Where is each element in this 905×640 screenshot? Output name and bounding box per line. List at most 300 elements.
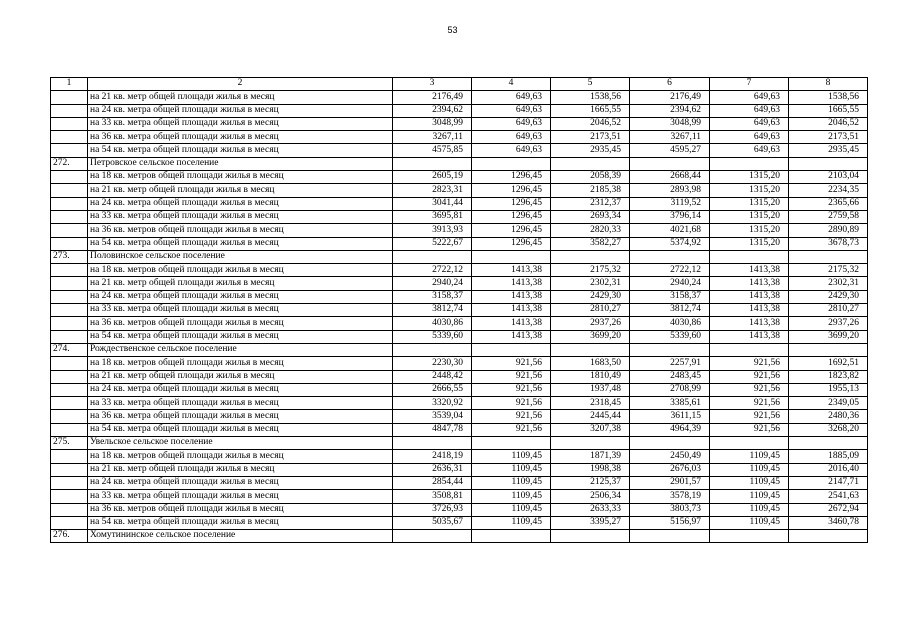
section-row xyxy=(51,530,868,543)
value-cell-col7: 1315,20 xyxy=(710,224,789,237)
value-cell-col6: 3267,11 xyxy=(630,131,710,144)
value-cell-col6: 3578,19 xyxy=(630,490,710,503)
value-cell-col7: 921,56 xyxy=(710,370,789,383)
value-cell-col6: 2708,99 xyxy=(630,383,710,396)
value-cell-col3: 3048,99 xyxy=(393,117,472,130)
settlement-name-cell: Половинское сельское поселение xyxy=(88,250,393,263)
value-cell-col7: 921,56 xyxy=(710,357,789,370)
value-cell-col3: 4847,78 xyxy=(393,423,472,436)
description-cell: на 18 кв. метров общей площади жилья в месяц xyxy=(88,450,393,463)
value-cell-col3: 3041,44 xyxy=(393,197,472,210)
col-header-8: 8 xyxy=(789,78,868,91)
value-cell-col5: 2633,33 xyxy=(551,503,630,516)
value-cell-col3: 2940,24 xyxy=(393,277,472,290)
row-number-cell xyxy=(51,516,88,529)
value-cell-col3 xyxy=(393,437,472,450)
row-number-cell: 274. xyxy=(51,343,88,356)
value-cell-col3: 3320,92 xyxy=(393,397,472,410)
value-cell-col7: 1109,45 xyxy=(710,450,789,463)
value-cell-col6 xyxy=(630,157,710,170)
value-cell-col3: 4575,85 xyxy=(393,144,472,157)
description-cell: на 36 кв. метров общей площади жилья в месяц xyxy=(88,317,393,330)
table-row xyxy=(51,383,868,396)
value-cell-col7: 1109,45 xyxy=(710,516,789,529)
value-cell-col5: 2445,44 xyxy=(551,410,630,423)
row-number-cell xyxy=(51,197,88,210)
value-cell-col7 xyxy=(710,437,789,450)
value-cell-col4: 921,56 xyxy=(472,397,551,410)
value-cell-col4 xyxy=(472,530,551,543)
value-cell-col8: 2890,89 xyxy=(789,224,868,237)
row-number-cell xyxy=(51,370,88,383)
value-cell-col5: 3582,27 xyxy=(551,237,630,250)
value-cell-col8: 2302,31 xyxy=(789,277,868,290)
value-cell-col6: 2176,49 xyxy=(630,91,710,104)
description-cell: на 21 кв. метр общей площади жилья в месяц xyxy=(88,91,393,104)
table-row xyxy=(51,450,868,463)
value-cell-col7: 1109,45 xyxy=(710,503,789,516)
description-cell: на 54 кв. метра общей площади жилья в месяц xyxy=(88,237,393,250)
value-cell-col3: 2823,31 xyxy=(393,184,472,197)
value-cell-col4: 921,56 xyxy=(472,383,551,396)
value-cell-col5: 2935,45 xyxy=(551,144,630,157)
value-cell-col5: 1683,50 xyxy=(551,357,630,370)
value-cell-col4: 921,56 xyxy=(472,410,551,423)
value-cell-col5: 1998,38 xyxy=(551,463,630,476)
description-cell: на 33 кв. метра общей площади жилья в месяц xyxy=(88,490,393,503)
description-cell: на 36 кв. метров общей площади жилья в месяц xyxy=(88,224,393,237)
table-row xyxy=(51,490,868,503)
value-cell-col6: 2676,03 xyxy=(630,463,710,476)
value-cell-col7: 1413,38 xyxy=(710,290,789,303)
col-header-7: 7 xyxy=(710,78,789,91)
table-row xyxy=(51,171,868,184)
value-cell-col7: 1413,38 xyxy=(710,304,789,317)
value-cell-col6: 2257,91 xyxy=(630,357,710,370)
row-number-cell xyxy=(51,104,88,117)
table-row xyxy=(51,117,868,130)
value-cell-col3: 5222,67 xyxy=(393,237,472,250)
value-cell-col6: 4595,27 xyxy=(630,144,710,157)
value-cell-col5: 2810,27 xyxy=(551,304,630,317)
value-cell-col5 xyxy=(551,250,630,263)
value-cell-col6: 2722,12 xyxy=(630,264,710,277)
table-row xyxy=(51,144,868,157)
settlement-name-cell: Рождественское сельское поселение xyxy=(88,343,393,356)
value-cell-col8: 2480,36 xyxy=(789,410,868,423)
value-cell-col8: 3268,20 xyxy=(789,423,868,436)
section-row xyxy=(51,343,868,356)
row-number-cell xyxy=(51,503,88,516)
value-cell-col5 xyxy=(551,343,630,356)
tariff-table xyxy=(50,77,868,543)
value-cell-col8: 1955,13 xyxy=(789,383,868,396)
value-cell-col4: 1296,45 xyxy=(472,237,551,250)
value-cell-col6: 3796,14 xyxy=(630,210,710,223)
value-cell-col3 xyxy=(393,530,472,543)
value-cell-col4: 921,56 xyxy=(472,357,551,370)
value-cell-col4 xyxy=(472,157,551,170)
description-cell: на 24 кв. метра общей площади жилья в месяц xyxy=(88,476,393,489)
value-cell-col4: 1296,45 xyxy=(472,171,551,184)
value-cell-col5: 2429,30 xyxy=(551,290,630,303)
row-number-cell xyxy=(51,463,88,476)
value-cell-col4: 1413,38 xyxy=(472,330,551,343)
value-cell-col3: 2605,19 xyxy=(393,171,472,184)
description-cell: на 18 кв. метров общей площади жилья в месяц xyxy=(88,264,393,277)
value-cell-col7: 649,63 xyxy=(710,104,789,117)
value-cell-col4: 649,63 xyxy=(472,91,551,104)
value-cell-col7: 921,56 xyxy=(710,410,789,423)
value-cell-col3: 2176,49 xyxy=(393,91,472,104)
table-row xyxy=(51,516,868,529)
value-cell-col7: 1315,20 xyxy=(710,184,789,197)
value-cell-col7: 1413,38 xyxy=(710,317,789,330)
value-cell-col6 xyxy=(630,530,710,543)
value-cell-col5: 1937,48 xyxy=(551,383,630,396)
description-cell: на 24 кв. метра общей площади жилья в месяц xyxy=(88,383,393,396)
table-row xyxy=(51,330,868,343)
value-cell-col7: 1413,38 xyxy=(710,264,789,277)
value-cell-col8: 1823,82 xyxy=(789,370,868,383)
header-row xyxy=(51,78,868,91)
description-cell: на 18 кв. метров общей площади жилья в месяц xyxy=(88,171,393,184)
value-cell-col7: 649,63 xyxy=(710,131,789,144)
row-number-cell xyxy=(51,277,88,290)
table-row xyxy=(51,410,868,423)
row-number-cell xyxy=(51,117,88,130)
value-cell-col3: 4030,86 xyxy=(393,317,472,330)
value-cell-col5: 1538,56 xyxy=(551,91,630,104)
value-cell-col8: 2016,40 xyxy=(789,463,868,476)
row-number-cell xyxy=(51,184,88,197)
row-number-cell xyxy=(51,330,88,343)
value-cell-col6: 3048,99 xyxy=(630,117,710,130)
table-row xyxy=(51,370,868,383)
value-cell-col6: 4030,86 xyxy=(630,317,710,330)
value-cell-col8: 2365,66 xyxy=(789,197,868,210)
description-cell: на 21 кв. метр общей площади жилья в месяц xyxy=(88,463,393,476)
value-cell-col4 xyxy=(472,437,551,450)
value-cell-col3 xyxy=(393,250,472,263)
value-cell-col4: 1109,45 xyxy=(472,503,551,516)
col-header-1: 1 xyxy=(51,78,88,91)
description-cell: на 54 кв. метра общей площади жилья в месяц xyxy=(88,423,393,436)
table-row xyxy=(51,91,868,104)
row-number-cell xyxy=(51,224,88,237)
description-cell: на 36 кв. метра общей площади жилья в месяц xyxy=(88,410,393,423)
value-cell-col5 xyxy=(551,437,630,450)
row-number-cell xyxy=(51,144,88,157)
value-cell-col6: 2893,98 xyxy=(630,184,710,197)
value-cell-col6: 3611,15 xyxy=(630,410,710,423)
table-row xyxy=(51,503,868,516)
value-cell-col8: 2175,32 xyxy=(789,264,868,277)
value-cell-col3: 3508,81 xyxy=(393,490,472,503)
table-row xyxy=(51,304,868,317)
row-number-cell xyxy=(51,357,88,370)
value-cell-col4: 1109,45 xyxy=(472,490,551,503)
value-cell-col5: 2318,45 xyxy=(551,397,630,410)
value-cell-col4: 1413,38 xyxy=(472,264,551,277)
value-cell-col7: 921,56 xyxy=(710,423,789,436)
value-cell-col3: 3695,81 xyxy=(393,210,472,223)
row-number-cell xyxy=(51,317,88,330)
table-row xyxy=(51,210,868,223)
row-number-cell xyxy=(51,410,88,423)
value-cell-col7: 1315,20 xyxy=(710,197,789,210)
section-row xyxy=(51,250,868,263)
value-cell-col8: 3678,73 xyxy=(789,237,868,250)
value-cell-col5: 3699,20 xyxy=(551,330,630,343)
value-cell-col7: 649,63 xyxy=(710,91,789,104)
value-cell-col3: 2448,42 xyxy=(393,370,472,383)
row-number-cell xyxy=(51,423,88,436)
value-cell-col3 xyxy=(393,343,472,356)
value-cell-col3: 3158,37 xyxy=(393,290,472,303)
row-number-cell xyxy=(51,171,88,184)
table-row xyxy=(51,317,868,330)
value-cell-col8: 2937,26 xyxy=(789,317,868,330)
section-row xyxy=(51,157,868,170)
row-number-cell: 272. xyxy=(51,157,88,170)
value-cell-col5: 2506,34 xyxy=(551,490,630,503)
value-cell-col8 xyxy=(789,343,868,356)
value-cell-col6 xyxy=(630,437,710,450)
value-cell-col3: 3726,93 xyxy=(393,503,472,516)
table-row xyxy=(51,131,868,144)
col-header-4: 4 xyxy=(472,78,551,91)
value-cell-col5: 2302,31 xyxy=(551,277,630,290)
description-cell: на 21 кв. метр общей площади жилья в месяц xyxy=(88,370,393,383)
table-row xyxy=(51,397,868,410)
value-cell-col5 xyxy=(551,530,630,543)
value-cell-col5: 1665,55 xyxy=(551,104,630,117)
value-cell-col3: 2418,19 xyxy=(393,450,472,463)
row-number-cell xyxy=(51,450,88,463)
value-cell-col5: 2312,37 xyxy=(551,197,630,210)
value-cell-col6 xyxy=(630,343,710,356)
description-cell: на 36 кв. метра общей площади жилья в месяц xyxy=(88,131,393,144)
value-cell-col6: 3803,73 xyxy=(630,503,710,516)
description-cell: на 33 кв. метра общей площади жилья в месяц xyxy=(88,304,393,317)
description-cell: на 21 кв. метр общей площади жилья в месяц xyxy=(88,184,393,197)
description-cell: на 33 кв. метра общей площади жилья в месяц xyxy=(88,117,393,130)
row-number-cell xyxy=(51,264,88,277)
row-number-cell xyxy=(51,304,88,317)
table-row xyxy=(51,463,868,476)
value-cell-col4: 1109,45 xyxy=(472,463,551,476)
value-cell-col7: 1315,20 xyxy=(710,210,789,223)
value-cell-col5: 2125,37 xyxy=(551,476,630,489)
description-cell: на 54 кв. метра общей площади жилья в месяц xyxy=(88,516,393,529)
value-cell-col8: 2672,94 xyxy=(789,503,868,516)
value-cell-col7: 1109,45 xyxy=(710,476,789,489)
row-number-cell xyxy=(51,476,88,489)
table-row xyxy=(51,224,868,237)
value-cell-col3 xyxy=(393,157,472,170)
value-cell-col5: 2937,26 xyxy=(551,317,630,330)
col-header-5: 5 xyxy=(551,78,630,91)
value-cell-col3: 2722,12 xyxy=(393,264,472,277)
value-cell-col6: 2668,44 xyxy=(630,171,710,184)
description-cell: на 18 кв. метров общей площади жилья в месяц xyxy=(88,357,393,370)
value-cell-col5: 2058,39 xyxy=(551,171,630,184)
value-cell-col8: 1692,51 xyxy=(789,357,868,370)
col-header-6: 6 xyxy=(630,78,710,91)
table-row xyxy=(51,476,868,489)
value-cell-col6: 2940,24 xyxy=(630,277,710,290)
value-cell-col6: 5156,97 xyxy=(630,516,710,529)
table-row xyxy=(51,264,868,277)
value-cell-col7: 1413,38 xyxy=(710,277,789,290)
value-cell-col5: 2693,34 xyxy=(551,210,630,223)
table-body xyxy=(51,91,868,543)
value-cell-col4: 1413,38 xyxy=(472,277,551,290)
value-cell-col8: 2046,52 xyxy=(789,117,868,130)
value-cell-col8: 2541,63 xyxy=(789,490,868,503)
value-cell-col4: 1413,38 xyxy=(472,317,551,330)
settlement-name-cell: Хомутининское сельское поселение xyxy=(88,530,393,543)
value-cell-col4: 1296,45 xyxy=(472,224,551,237)
section-row xyxy=(51,437,868,450)
description-cell: на 36 кв. метров общей площади жилья в месяц xyxy=(88,503,393,516)
value-cell-col8 xyxy=(789,530,868,543)
value-cell-col8: 3460,78 xyxy=(789,516,868,529)
value-cell-col4 xyxy=(472,343,551,356)
row-number-cell: 273. xyxy=(51,250,88,263)
value-cell-col6: 2901,57 xyxy=(630,476,710,489)
table-row xyxy=(51,184,868,197)
row-number-cell xyxy=(51,490,88,503)
table-row xyxy=(51,423,868,436)
value-cell-col8 xyxy=(789,437,868,450)
value-cell-col7 xyxy=(710,157,789,170)
row-number-cell: 275. xyxy=(51,437,88,450)
value-cell-col4: 649,63 xyxy=(472,144,551,157)
settlement-name-cell: Увельское сельское поселение xyxy=(88,437,393,450)
value-cell-col6: 3158,37 xyxy=(630,290,710,303)
value-cell-col8: 3699,20 xyxy=(789,330,868,343)
value-cell-col7 xyxy=(710,250,789,263)
value-cell-col6: 2450,49 xyxy=(630,450,710,463)
value-cell-col5: 2173,51 xyxy=(551,131,630,144)
value-cell-col4: 921,56 xyxy=(472,423,551,436)
value-cell-col8: 2147,71 xyxy=(789,476,868,489)
value-cell-col6: 4964,39 xyxy=(630,423,710,436)
value-cell-col5: 2820,33 xyxy=(551,224,630,237)
value-cell-col8 xyxy=(789,250,868,263)
value-cell-col4: 1109,45 xyxy=(472,476,551,489)
value-cell-col6: 5339,60 xyxy=(630,330,710,343)
value-cell-col8: 2103,04 xyxy=(789,171,868,184)
value-cell-col7: 1315,20 xyxy=(710,171,789,184)
value-cell-col3: 2854,44 xyxy=(393,476,472,489)
value-cell-col3: 2666,55 xyxy=(393,383,472,396)
value-cell-col4: 1413,38 xyxy=(472,290,551,303)
value-cell-col4: 1413,38 xyxy=(472,304,551,317)
value-cell-col6: 2394,62 xyxy=(630,104,710,117)
value-cell-col7: 921,56 xyxy=(710,397,789,410)
value-cell-col7 xyxy=(710,530,789,543)
row-number-cell xyxy=(51,290,88,303)
value-cell-col3: 5035,67 xyxy=(393,516,472,529)
row-number-cell xyxy=(51,383,88,396)
value-cell-col3: 2394,62 xyxy=(393,104,472,117)
value-cell-col8: 2935,45 xyxy=(789,144,868,157)
value-cell-col8 xyxy=(789,157,868,170)
value-cell-col8: 2810,27 xyxy=(789,304,868,317)
description-cell: на 24 кв. метра общей площади жилья в месяц xyxy=(88,290,393,303)
description-cell: на 33 кв. метра общей площади жилья в месяц xyxy=(88,210,393,223)
value-cell-col7: 1109,45 xyxy=(710,463,789,476)
value-cell-col4: 1109,45 xyxy=(472,450,551,463)
value-cell-col3: 2636,31 xyxy=(393,463,472,476)
value-cell-col5: 2046,52 xyxy=(551,117,630,130)
value-cell-col4: 921,56 xyxy=(472,370,551,383)
col-header-2: 2 xyxy=(88,78,393,91)
value-cell-col8: 1885,09 xyxy=(789,450,868,463)
description-cell: на 24 кв. метра общей площади жилья в месяц xyxy=(88,197,393,210)
value-cell-col5: 2185,38 xyxy=(551,184,630,197)
value-cell-col5: 1871,39 xyxy=(551,450,630,463)
page-number: 53 xyxy=(447,25,458,35)
value-cell-col4: 1109,45 xyxy=(472,516,551,529)
value-cell-col7: 1109,45 xyxy=(710,490,789,503)
table-row xyxy=(51,290,868,303)
value-cell-col7 xyxy=(710,343,789,356)
value-cell-col5: 1810,49 xyxy=(551,370,630,383)
value-cell-col7: 1315,20 xyxy=(710,237,789,250)
value-cell-col5: 3207,38 xyxy=(551,423,630,436)
row-number-cell xyxy=(51,210,88,223)
value-cell-col5 xyxy=(551,157,630,170)
table-row xyxy=(51,237,868,250)
value-cell-col7: 921,56 xyxy=(710,383,789,396)
table-row xyxy=(51,104,868,117)
value-cell-col3: 3812,74 xyxy=(393,304,472,317)
value-cell-col6: 3119,52 xyxy=(630,197,710,210)
value-cell-col6: 5374,92 xyxy=(630,237,710,250)
table-row xyxy=(51,197,868,210)
row-number-cell xyxy=(51,131,88,144)
value-cell-col4: 1296,45 xyxy=(472,184,551,197)
value-cell-col6: 3385,61 xyxy=(630,397,710,410)
row-number-cell xyxy=(51,397,88,410)
value-cell-col4: 649,63 xyxy=(472,117,551,130)
value-cell-col5: 3395,27 xyxy=(551,516,630,529)
value-cell-col3: 3267,11 xyxy=(393,131,472,144)
description-cell: на 21 кв. метр общей площади жилья в месяц xyxy=(88,277,393,290)
value-cell-col4: 1296,45 xyxy=(472,197,551,210)
value-cell-col8: 2759,58 xyxy=(789,210,868,223)
table-row xyxy=(51,277,868,290)
value-cell-col7: 1413,38 xyxy=(710,330,789,343)
value-cell-col7: 649,63 xyxy=(710,117,789,130)
value-cell-col6: 4021,68 xyxy=(630,224,710,237)
settlement-name-cell: Петровское сельское поселение xyxy=(88,157,393,170)
value-cell-col7: 649,63 xyxy=(710,144,789,157)
value-cell-col4: 1296,45 xyxy=(472,210,551,223)
value-cell-col5: 2175,32 xyxy=(551,264,630,277)
row-number-cell xyxy=(51,91,88,104)
value-cell-col3: 2230,30 xyxy=(393,357,472,370)
value-cell-col4: 649,63 xyxy=(472,131,551,144)
row-number-cell xyxy=(51,237,88,250)
value-cell-col8: 2173,51 xyxy=(789,131,868,144)
row-number-cell: 276. xyxy=(51,530,88,543)
value-cell-col6: 3812,74 xyxy=(630,304,710,317)
